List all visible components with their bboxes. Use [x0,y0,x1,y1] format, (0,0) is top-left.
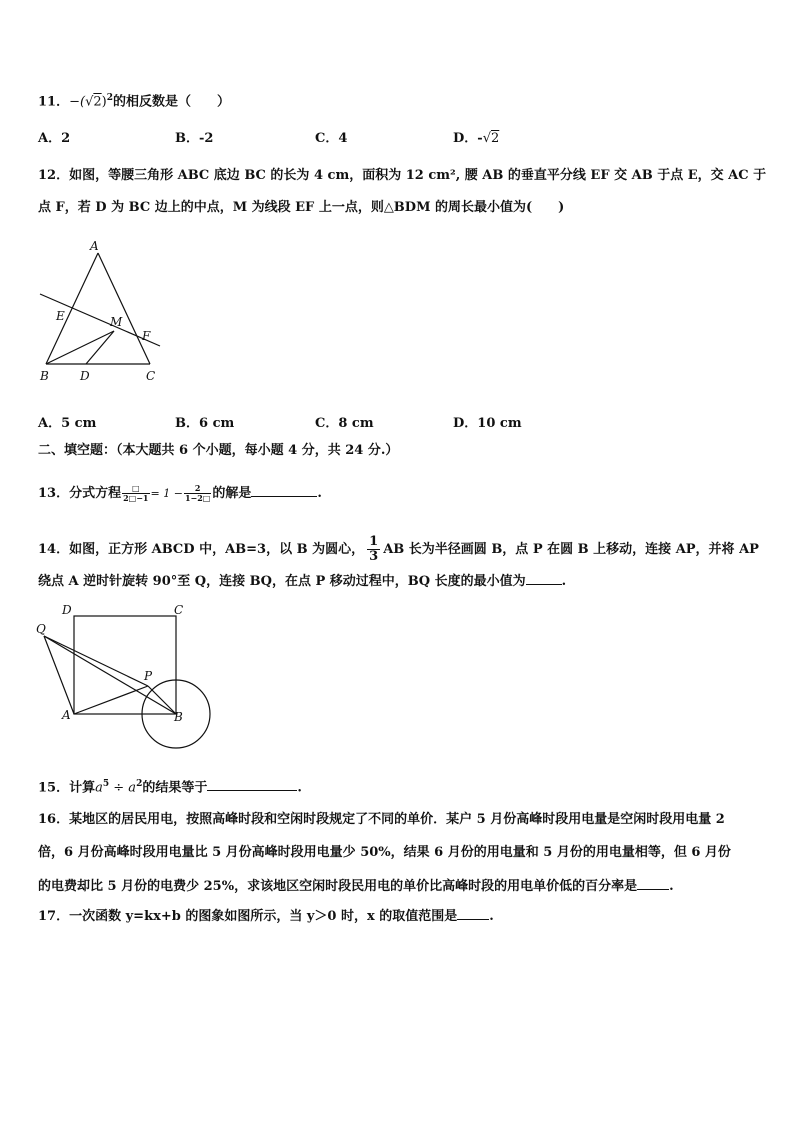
q14-stem-line2: 绕点 A 逆时针旋转 90°至 Q，连接 BQ，在点 P 移动过程中，BQ 长度的最小值为 . [38,570,566,592]
q14-label-q: Q [36,622,46,636]
q13-answer-blank[interactable] [251,482,317,497]
q11-option-a[interactable]: A．2 [38,131,71,146]
q15-answer-blank[interactable] [207,776,297,791]
q14-figure [34,600,214,750]
q12-label-m: M [110,315,123,329]
q17-stem: 17．一次函数 y=kx+b 的图象如图所示，当 y＞0 时，x 的取值范围是 . [38,905,494,927]
q12-label-a: A [90,239,99,253]
q14-label-d: D [62,603,72,617]
q16-stem-line1: 16．某地区的居民用电，按照高峰时段和空闲时段规定了不同的单价．某户 5 月份高峰时段用电量是空闲时段用电量 2 [38,812,725,827]
q15-stem: 15．计算$a^5 \div a^2$的结果等于 . [38,774,302,798]
q14-label-a: A [62,708,71,722]
section2-title: 二、填空题：（本大题共 6 个小题，每小题 4 分，共 24 分.） [38,443,399,458]
q12-label-e: E [56,309,65,323]
q12-label-b: B [40,369,49,383]
q11-exponent: 2 [106,93,113,103]
q16-stem-line3: 的电费却比 5 月份的电费少 25%，求该地区空闲时段民用电的单价比高峰时段的用电单价低的百分率是 . [38,875,674,897]
q11-option-c[interactable]: C．4 [315,131,348,146]
q11-expr-prefix: −( [69,94,86,110]
q12-side-ac [98,253,150,364]
q11-sqrt: √2 [85,94,102,110]
q12-option-b[interactable]: B．6 cm [175,416,235,431]
q11-stem [38,88,230,112]
q13-fraction-left: $\frac{□}{2□-1}$ [123,483,149,503]
q12-option-a[interactable]: A．5 cm [38,416,97,431]
q12-label-c: C [146,369,156,383]
q14-label-c: C [174,603,184,617]
q12-figure [36,238,176,388]
q13-fraction-right: $\frac{2}{1-2□}$ [184,483,211,503]
q14-segment-qb [44,636,176,714]
q12-stem-line2: 点 F，若 D 为 BC 边上的中点，M 为线段 EF 上一点，则△BDM 的周长最小值为( ) [38,200,565,215]
q14-label-b: B [174,710,183,724]
q14-segment-qp [44,636,148,686]
q13-stem: 13．分式方程 $\frac{□}{2□-1}$ = 1 − $\frac{2}{1-2□}$ 的解是 . [38,483,322,503]
q17-answer-blank[interactable] [457,905,489,920]
q14-label-p: P [144,669,153,683]
q12-label-f: F [142,329,151,343]
q14-fraction: $\frac{1}{3}$ [369,534,379,564]
q14-segment-ap [74,686,148,714]
q16-stem-line2: 倍，6 月份高峰时段用电量比 5 月份高峰时段用电量少 50%，结果 6 月份的用电量和 5 月份的用电量相等，但 6 月份 [38,845,731,860]
q12-option-c[interactable]: C．8 cm [315,416,374,431]
q12-segment-bm [46,331,114,364]
q11-option-b[interactable]: B．-2 [175,131,214,146]
q11-number: 11． [38,94,70,110]
q14-stem-line1: 14．如图，正方形 ABCD 中，AB=3，以 B 为圆心， $\frac{1}{3}$ AB 长为半径画圆 B，点 P 在圆 B 上移动，连接 AP，并将 AP [38,534,759,564]
q11-expr-suffix: ) [101,94,107,110]
q14-answer-blank[interactable] [526,570,562,585]
q16-answer-blank[interactable] [637,875,669,890]
q11-option-d[interactable]: D．-√2 [453,131,500,146]
q11-text: 的相反数是（ ） [112,94,230,110]
q12-option-d[interactable]: D．10 cm [453,416,522,431]
q12-stem-line1: 12．如图，等腰三角形 ABC 底边 BC 的长为 4 cm，面积为 12 cm², 腰 AB 的垂直平分线 EF 交 AB 于点 E，交 AC 于 [38,168,767,183]
q12-label-d: D [80,369,90,383]
q12-segment-dm [86,331,114,364]
